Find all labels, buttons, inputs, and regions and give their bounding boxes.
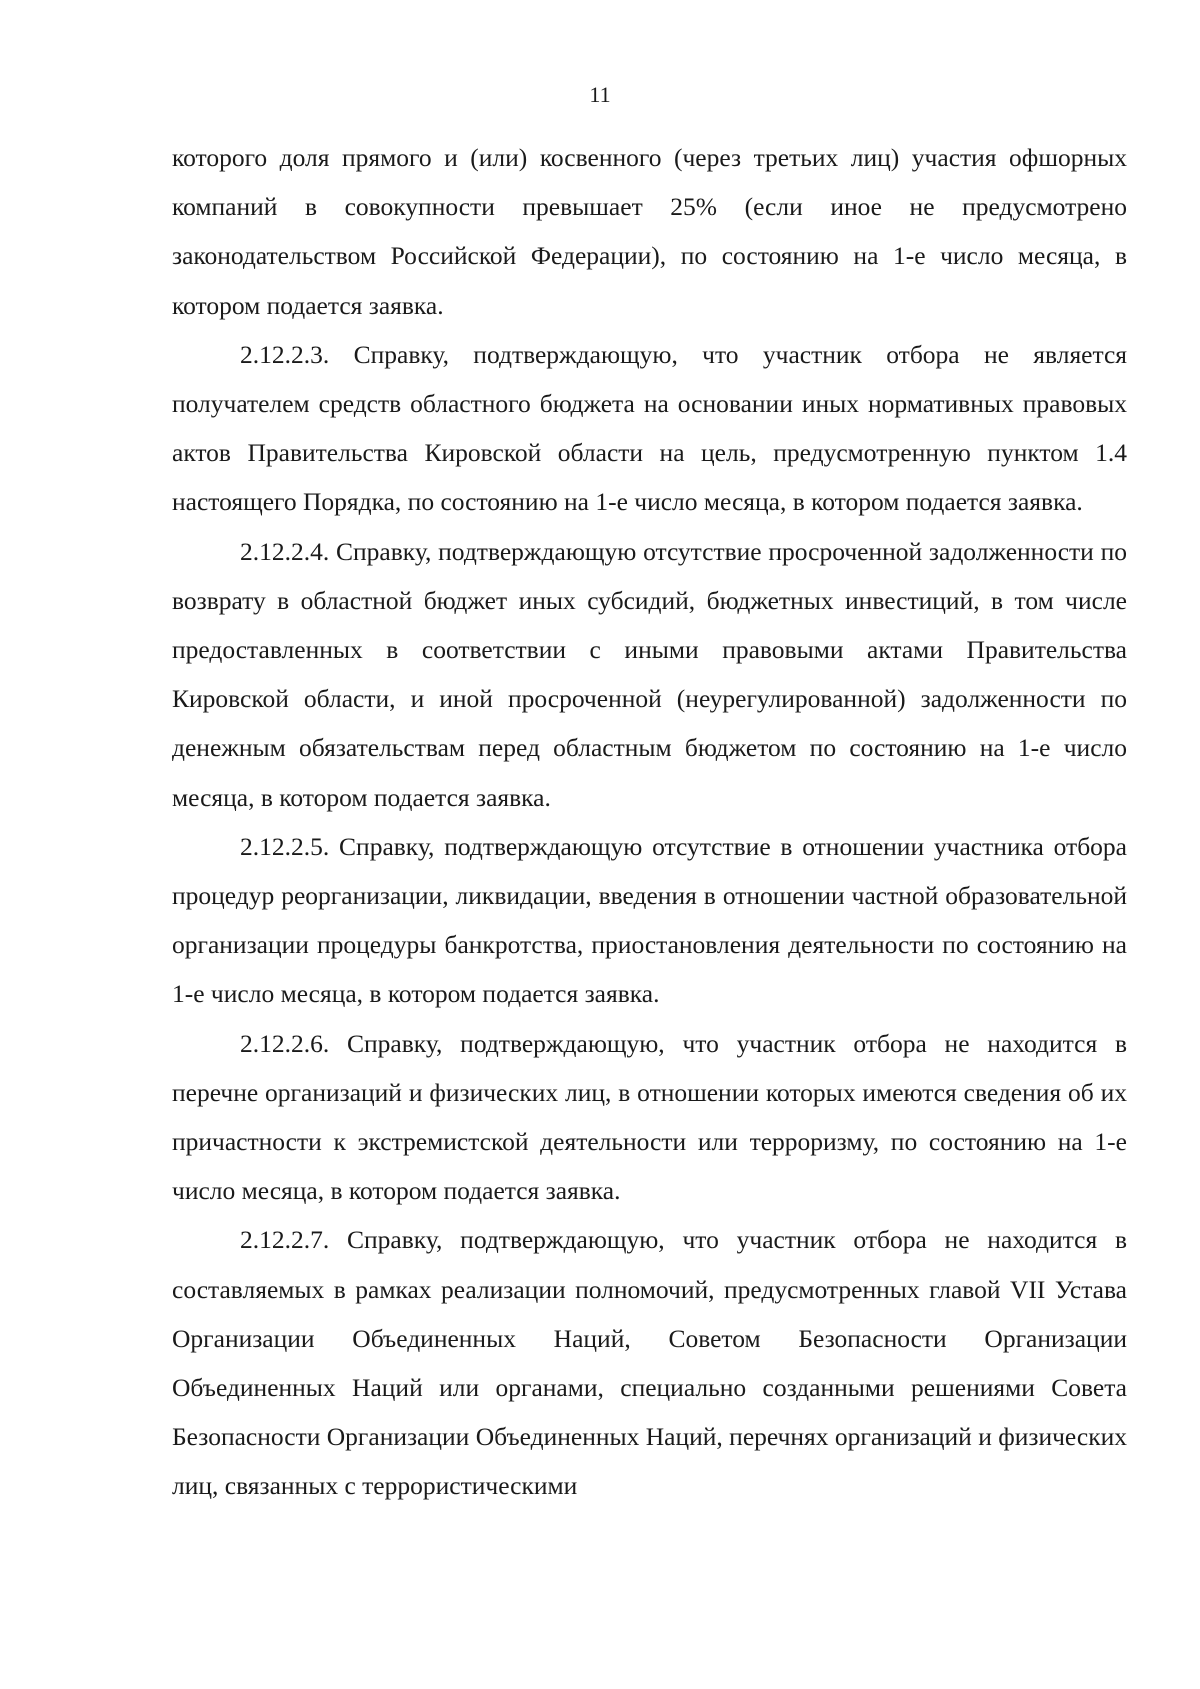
- paragraph-2-12-2-5: 2.12.2.5. Справку, подтверждающую отсутствие в отношении участника отбора процедур реорганизации, ликвидации, введения в отношении частной образовательной организации процедуры банкротства, приостановления деятельности по состоянию на 1-е число месяца, в котором подается заявка.: [172, 831, 1127, 1009]
- paragraph-2-12-2-3: 2.12.2.3. Справку, подтверждающую, что участник отбора не является получателем средств областного бюджета на основании иных нормативных правовых актов Правительства Кировской области на цель, предусмотренную пунктом 1.4 настоящего Порядка, по состоянию на 1-е число месяца, в котором подается заявка.: [172, 339, 1127, 517]
- paragraph-2-12-2-6: 2.12.2.6. Справку, подтверждающую, что участник отбора не находится в перечне организаций и физических лиц, в отношении которых имеются сведения об их причастности к экстремистской деятельности или терроризму, по состоянию на 1-е число месяца, в котором подается заявка.: [172, 1028, 1127, 1206]
- paragraph-continuation: которого доля прямого и (или) косвенного (через третьих лиц) участия офшорных компаний в совокупности превышает 25% (если иное не предусмотрено законодательством Российской Федерации), по состоянию на 1-е число месяца, в котором подается заявка.: [172, 143, 1127, 320]
- document-body: [172, 133, 1127, 1511]
- page-number: 11: [589, 82, 611, 107]
- paragraph-2-12-2-4: 2.12.2.4. Справку, подтверждающую отсутствие просроченной задолженности по возврату в областной бюджет иных субсидий, бюджетных инвестиций, в том числе предоставленных в соответствии с иными правовыми актами Правительства Кировской области, и иной просроченной (неурегулированной) задолженности по денежным обязательствам перед областным бюджетом по состоянию на 1-е число месяца, в котором подается заявка.: [172, 536, 1127, 812]
- paragraph-2-12-2-7: 2.12.2.7. Справку, подтверждающую, что участник отбора не находится в составляемых в рамках реализации полномочий, предусмотренных главой VII Устава Организации Объединенных Наций, Советом Безопасности Организации Объединенных Наций или органами, специально созданными решениями Совета Безопасности Организации Объединенных Наций, перечнях организаций и физических лиц, связанных с террористическими: [172, 1225, 1127, 1501]
